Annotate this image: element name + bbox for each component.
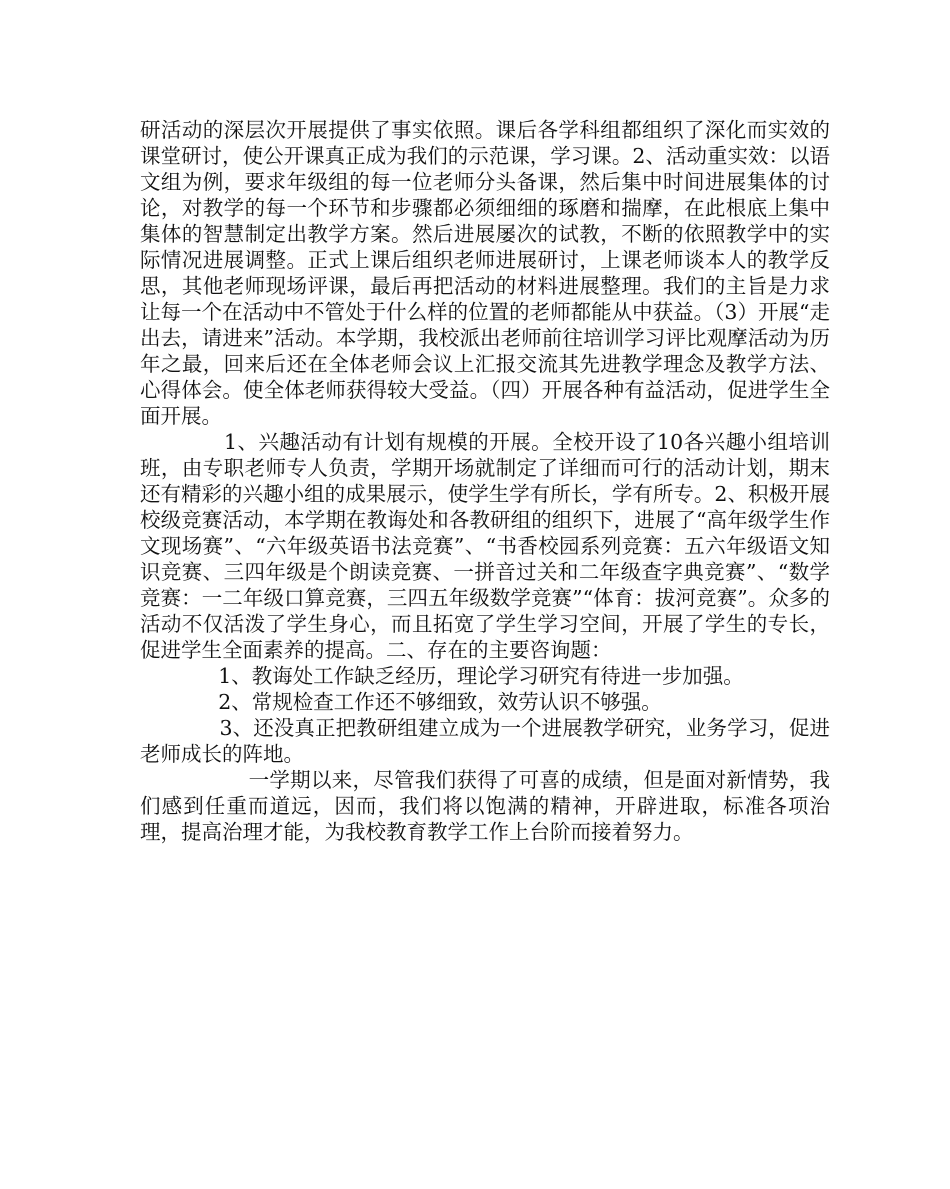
document-page (140, 117, 830, 845)
paragraph-text: 2、常规检查工作还不够细致，效劳认识不够强。 (218, 690, 662, 714)
paragraph-text: 1、兴趣活动有计划有规模的开展。全校开设了10各兴趣小组培训班，由专职老师专人负责，学期开场就制定了详细而可行的活动计划，期末还有精彩的兴趣小组的成果展示，使学生学有所长，学有所专。2、积极开展校级竞赛活动，本学期在教诲处和各教研组的组织下，进展了“高年级学生作文现场赛”、“六年级英语书法竞赛”、“书香校园系列竞赛：五六年级语文知识竞赛、三四年级是个朗读竞赛、一拼音过关和二年级查字典竞赛”、“数学竞赛：一二年级口算竞赛，三四五年级数学竞赛”“体育：拔河竞赛”。众多的活动不仅活泼了学生身心，而且拓宽了学生学习空间，开展了学生的专长，促进学生全面素养的提高。二、存在的主要咨询题： (140, 430, 830, 662)
paragraph-problem-3 (140, 715, 830, 767)
paragraph-text: 研活动的深层次开展提供了事实依照。课后各学科组都组织了深化而实效的课堂研讨，使公开课真正成为我们的示范课，学习课。2、活动重实效：以语文组为例，要求年级组的每一位老师分头备课，然后集中时间进展集体的讨论，对教学的每一个环节和步骤都必须细细的琢磨和揣摩，在此根底上集中集体的智慧制定出教学方案。然后进展屡次的试教，不断的依照教学中的实际情况进展调整。正式上课后组织老师进展研讨，上课老师谈本人的教学反思，其他老师现场评课，最后再把活动的材料进展整理。我们的主旨是力求让每一个在活动中不管处于什么样的位置的老师都能从中获益。（3）开展“走出去，请进来”活动。本学期，我校派出老师前往培训学习评比观摩活动为历年之最，回来后还在全体老师会议上汇报交流其先进教学理念及教学方法、心得体会。使全体老师获得较大受益。（四）开展各种有益活动，促进学生全面开展。 (140, 118, 830, 428)
paragraph-conclusion (140, 767, 830, 845)
paragraph-indent (140, 716, 219, 740)
paragraph-activities-summary (140, 117, 830, 429)
paragraph-text: 1、教诲处工作缺乏经历，理论学习研究有待进一步加强。 (218, 664, 744, 688)
paragraph-interest-groups (140, 429, 830, 663)
paragraph-text: 3、还没真正把教研组建立成为一个进展教学研究，业务学习，促进老师成长的阵地。 (140, 716, 831, 766)
paragraph-indent (140, 664, 218, 688)
paragraph-problem-2 (140, 689, 830, 715)
paragraph-text: 一学期以来，尽管我们获得了可喜的成绩，但是面对新情势，我们感到任重而道远，因而，我们将以饱满的精神，开辟进取，标准各项治理，提高治理才能，为我校教育教学工作上台阶而接着努力。 (140, 768, 831, 844)
paragraph-indent (140, 768, 249, 792)
paragraph-indent (140, 430, 224, 454)
paragraph-indent (140, 690, 218, 714)
paragraph-problem-1 (140, 663, 830, 689)
